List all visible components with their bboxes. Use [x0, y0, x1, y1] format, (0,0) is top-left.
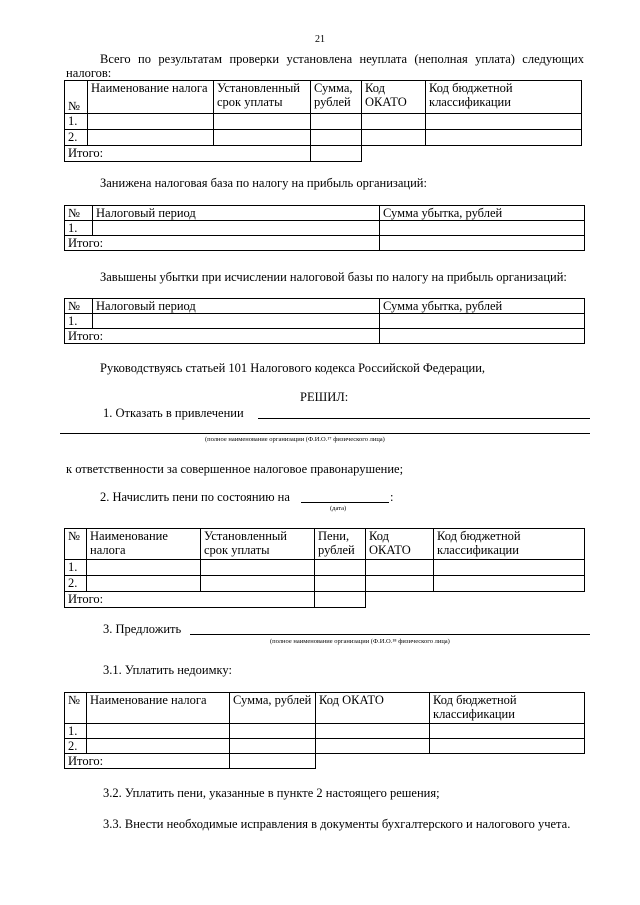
- total-label: Итого:: [65, 754, 230, 769]
- section-title: Занижена налоговая база по налогу на прибыль организаций:: [100, 176, 427, 190]
- unpaid-taxes-table: [64, 80, 582, 162]
- table-header: Код бюджетной классификации: [430, 693, 585, 724]
- item-3-2: 3.2. Уплатить пени, указанные в пункте 2 настоящего решения;: [103, 786, 440, 800]
- table-header: №: [65, 693, 87, 724]
- field-caption: (дата): [330, 505, 347, 512]
- table-header: Сумма, рублей: [230, 693, 316, 724]
- intro-text: Всего по результатам проверки установлена неуплата (неполная уплата) следующих: [100, 52, 584, 66]
- table-total-row: [65, 329, 585, 344]
- table-row: [65, 576, 585, 592]
- table-header: №: [65, 529, 87, 560]
- table-header: Сумма убытка, рублей: [380, 299, 585, 314]
- table-header: Наименование налога: [87, 529, 201, 560]
- table-header: Код ОКАТО: [316, 693, 430, 724]
- table-header: №: [65, 206, 93, 221]
- total-label: Итого:: [65, 146, 311, 162]
- penalties-table: [64, 528, 585, 608]
- table-row: [65, 130, 582, 146]
- table-total-row: [65, 236, 585, 251]
- table-header: Наименование налога: [87, 693, 230, 724]
- row-number: 1.: [65, 724, 87, 739]
- field-caption: (полное наименование организации (Ф.И.О.¹⁸ физического лица): [270, 638, 450, 645]
- section-title: Завышены убытки при исчислении налоговой базы по налогу на прибыль организаций:: [100, 270, 567, 284]
- understated-base-table: [64, 205, 585, 251]
- total-label: Итого:: [65, 592, 315, 608]
- page-number: 21: [315, 34, 325, 45]
- item-3-1: 3.1. Уплатить недоимку:: [103, 663, 232, 677]
- total-label: Итого:: [65, 329, 380, 344]
- legal-basis: Руководствуясь статьей 101 Налогового кодекса Российской Федерации,: [100, 361, 486, 375]
- table-header: Налоговый период: [93, 206, 380, 221]
- table-header: Наименование налога: [88, 81, 214, 114]
- row-number: 1.: [65, 314, 93, 329]
- table-header: Код бюджетной классификации: [426, 81, 582, 114]
- table-header: №: [65, 299, 93, 314]
- intro-text-cont: налогов:: [66, 66, 112, 80]
- total-label: Итого:: [65, 236, 380, 251]
- row-number: 2.: [65, 576, 87, 592]
- organization-name-line-2[interactable]: [60, 433, 590, 434]
- table-header: Код ОКАТО: [366, 529, 434, 560]
- decision-heading: РЕШИЛ:: [300, 390, 349, 404]
- row-number: 1.: [65, 221, 93, 236]
- item-1-label: 1. Отказать в привлечении: [103, 406, 244, 420]
- table-header: Установленный срок уплаты: [214, 81, 311, 114]
- table-total-row: [65, 146, 582, 162]
- row-number: 2.: [65, 130, 88, 146]
- date-field[interactable]: [301, 502, 389, 503]
- table-row: [65, 221, 585, 236]
- table-row: [65, 724, 585, 739]
- item-3-3: 3.3. Внести необходимые исправления в документы бухгалтерского и налогового учета.: [103, 817, 571, 831]
- table-row: [65, 739, 585, 754]
- organization-name-line-3[interactable]: [190, 634, 590, 635]
- table-header: Сумма, рублей: [311, 81, 362, 114]
- row-number: 2.: [65, 739, 87, 754]
- table-header: №: [65, 81, 88, 114]
- field-caption: (полное наименование организации (Ф.И.О.¹⁷ физического лица): [205, 436, 385, 443]
- table-total-row: [65, 754, 585, 769]
- arrears-table: [64, 692, 585, 769]
- liability-text: к ответственности за совершенное налоговое правонарушение;: [66, 462, 404, 476]
- table-row: [65, 560, 585, 576]
- table-header: Пени, рублей: [315, 529, 366, 560]
- table-total-row: [65, 592, 585, 608]
- table-header: Налоговый период: [93, 299, 380, 314]
- organization-name-line[interactable]: [258, 418, 590, 419]
- table-row: [65, 314, 585, 329]
- table-header: Код ОКАТО: [362, 81, 426, 114]
- table-row: [65, 114, 582, 130]
- table-header: Установленный срок уплаты: [201, 529, 315, 560]
- item-2-label: 2. Начислить пени по состоянию на: [100, 490, 290, 504]
- row-number: 1.: [65, 114, 88, 130]
- item-2-colon: :: [390, 490, 394, 504]
- row-number: 1.: [65, 560, 87, 576]
- item-3-label: 3. Предложить: [103, 622, 182, 636]
- table-header: Код бюджетной классификации: [434, 529, 585, 560]
- overstated-losses-table: [64, 298, 585, 344]
- table-header: Сумма убытка, рублей: [380, 206, 585, 221]
